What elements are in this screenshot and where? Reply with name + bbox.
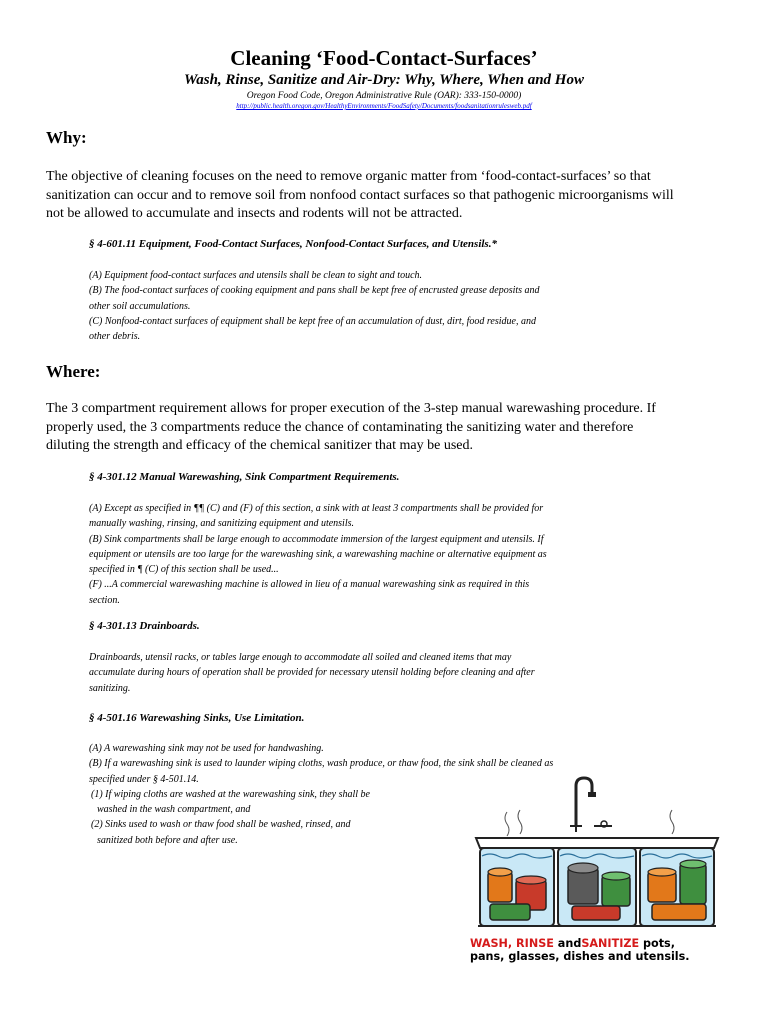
rule-line: specified under § 4-501.14. [89,773,199,785]
rule-line: (1) If wiping cloths are washed at the warewashing sink, they shall be [91,788,370,800]
where-line: The 3 compartment requirement allows for proper execution of the 3-step manual warewashing procedure. If [46,401,656,416]
source-citation: Oregon Food Code, Oregon Administrative Rule (OAR): 333-150-0000) [246,91,522,101]
rule-line: (C) Nonfood-contact surfaces of equipment shall be kept free of an accumulation of dust, dirt, food residue, and [89,315,536,327]
caption-sanitize: SANITIZE [581,937,640,950]
section-body-4-301-12 [89,501,709,608]
why-paragraph [46,168,736,224]
three-compartment-sink-illustration [472,776,722,936]
source-link[interactable]: http://public.health.oregon.gov/HealthyEnvironments/FoodSafety/Documents/foodsanitationrulesweb.pdf [236,102,532,110]
rule-line: equipment or utensils are too large for the warewashing sink, a warewashing machine or alternative equipment as [89,548,547,560]
rule-line: (B) The food-contact surfaces of cooking equipment and pans shall be kept free of encrusted grease deposits and [89,285,540,297]
rule-line: section. [89,594,120,606]
rule-line: (A) Equipment food-contact surfaces and utensils shall be clean to sight and touch. [89,270,423,281]
rule-line: other debris. [89,331,141,343]
section-body-4-601-11 [89,268,709,344]
section-title-4-301-12: § 4-301.12 Manual Warewashing, Sink Compartment Requirements. [89,471,400,483]
rule-line: other soil accumulations. [89,300,191,312]
rule-line: washed in the wash compartment, and [97,804,251,816]
rule-line: sanitizing. [89,682,131,694]
caption-line-2: pans, glasses, dishes and utensils. [470,950,690,963]
section-title-4-501-16: § 4-501.16 Warewashing Sinks, Use Limitation. [89,712,305,724]
rule-line: accumulate during hours of operation shall be provided for necessary utensil holding before cleaning and after [89,667,535,679]
rule-line: specified in ¶ (C) of this section shall be used... [89,564,279,576]
rule-line: Drainboards, utensil racks, or tables large enough to accommodate all soiled and cleaned items that may [89,652,512,663]
where-heading: Where: [46,362,101,381]
page-title: Cleaning ‘Food-Contact-Surfaces’ [230,46,538,70]
rule-line: sanitized both before and after use. [97,834,238,846]
rule-line: (B) If a warewashing sink is used to launder wiping cloths, wash produce, or thaw food, the sink shall be cleaned as [89,758,554,770]
why-line: sanitization can occur and to remove soil from nonfood contact surfaces so that pathogenic microorganisms will [46,187,674,203]
rule-line: (F) ...A commercial warewashing machine is allowed in lieu of a manual warewashing sink as required in this [89,579,530,591]
where-paragraph [46,400,736,456]
page-subtitle: Wash, Rinse, Sanitize and Air-Dry: Why, Where, When and How [184,72,584,88]
rule-line: (A) Except as specified in ¶¶ (C) and (F) of this section, a sink with at least 3 compartments shall be provided for [89,503,544,514]
rule-line: manually washing, rinsing, and sanitizing equipment and utensils. [89,518,355,530]
caption-and: and [553,937,582,950]
section-title-4-301-13: § 4-301.13 Drainboards. [89,620,200,632]
section-title-4-601-11: § 4-601.11 Equipment, Food-Contact Surfaces, Nonfood-Contact Surfaces, and Utensils.* [89,238,497,250]
why-heading: Why: [46,128,87,147]
rule-line: (A) A warewashing sink may not be used for handwashing. [89,743,324,754]
section-body-4-301-13 [89,650,709,696]
rule-line: (B) Sink compartments shall be large enough to accommodate immersion of the largest equipment and utensils. If [89,533,544,545]
rule-line: (2) Sinks used to wash or thaw food shall be washed, rinsed, and [91,819,351,831]
where-line: properly used, the 3 compartments reduce the chance of contaminating the sanitizing water and therefore [46,419,634,435]
where-line: diluting the strength and efficacy of the chemical sanitizer that may be used. [46,438,473,453]
caption-wash-rinse: WASH, RINSE [470,937,554,950]
caption-pots: pots, [639,937,675,950]
why-line: not be allowed to accumulate and insects and rodents will not be attracted. [46,206,463,221]
why-line: The objective of cleaning focuses on the need to remove organic matter from ‘food-contact-surfaces’ so that [46,169,651,184]
caption-line-1 [470,937,740,950]
illustration-caption [470,937,740,963]
